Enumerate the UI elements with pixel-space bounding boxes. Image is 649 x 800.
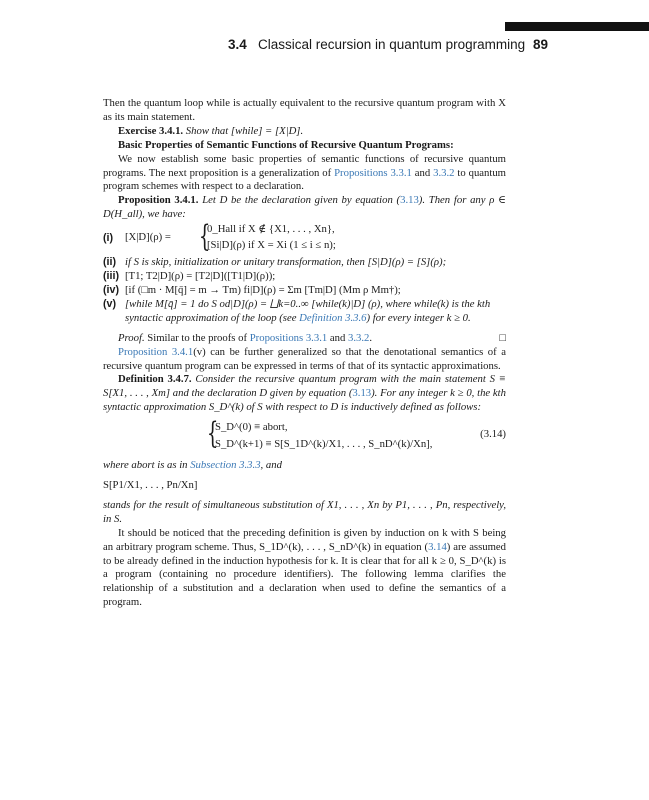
proof: Proof. Similar to the proofs of Propositions 3.3.1 and 3.3.2. □ xyxy=(118,331,506,344)
paragraph: Then the quantum loop while is actually equivalent to the recursive quantum program with X as its main statement. xyxy=(103,97,506,123)
paragraph: Proposition 3.4.1(v) can be further generalized so that the denotational semantics of a recursive quantum program can be expressed in terms of that of its syntactic approximations. xyxy=(103,345,506,372)
brace-icon: { xyxy=(198,219,211,255)
item-i: (i) [X|D](ρ) = { 0_Hall if X ∉ {X1, . . . , Xn}, [Si|D](ρ) if X = Xi (1 ≤ i ≤ n); xyxy=(103,219,336,255)
link-proposition[interactable]: 3.3.2 xyxy=(433,166,455,179)
item-iv: (iv) [if (□m · M[q̄] = m → Tm) fi|D](ρ) = Σm [Tm|D] (Mm ρ Mm†); xyxy=(103,283,401,296)
paragraph: where abort is as in Subsection 3.3.3, and xyxy=(103,459,282,472)
definition: Definition 3.4.7. Consider the recursive quantum program with the main statement S ≡ S[X1, . . . , Xm] and the declaration D given by equation (3.13). For any integer k ≥ 0, the kth syntactic approximation S_D^(k) of S with respect to D is inductively defined as follows: xyxy=(103,373,506,414)
link-propositions[interactable]: Propositions 3.3.1 xyxy=(249,331,328,344)
header-rule xyxy=(505,22,649,31)
proposition: Proposition 3.4.1. Let D be the declaration given by equation (3.13). Then for any ρ ∈ D(H_all), we have: xyxy=(103,194,507,221)
running-header xyxy=(0,37,649,57)
paragraph: It should be noticed that the preceding definition is given by induction on k with S being an arbitrary program scheme. Thus, S_1D^(k), . . . , S_nD^(k) in equation (3.14) are assumed to be already defined in the induction hypothesis for k. It is clear that for all k ≥ 0, S_D^(k) is a program (containing no procedure identifiers). The following lemma clarifies the relationship of a substitution and a declaration when used to define the semantics of a program. xyxy=(103,526,506,609)
substitution-formula: S[P1/X1, . . . , Pn/Xn] xyxy=(103,479,198,492)
display-equation: { S_D^(0) ≡ abort, S_D^(k+1) ≡ S[S_1D^(k)/X1, . . . , S_nD^(k)/Xn], (3.14) xyxy=(206,416,506,452)
section-title: Classical recursion in quantum programming xyxy=(258,37,526,52)
page-body xyxy=(103,97,506,610)
paragraph: stands for the result of simultaneous substitution of X1, . . . , Xn by P1, . . . , Pn, respectively, in S. xyxy=(103,498,506,525)
link-propositions[interactable]: Propositions 3.3.1 xyxy=(334,166,412,179)
link-subsection[interactable]: Subsection 3.3.3 xyxy=(190,459,261,472)
equation-number: (3.14) xyxy=(480,428,506,441)
page-number: 89 xyxy=(533,37,549,52)
brace-icon: { xyxy=(206,416,219,452)
link-equation[interactable]: 3.14 xyxy=(428,540,447,553)
link-proposition[interactable]: Proposition 3.4.1 xyxy=(118,345,194,358)
section-number: 3.4 xyxy=(228,37,247,52)
link-definition[interactable]: Definition 3.3.6 xyxy=(299,311,367,324)
link-equation[interactable]: 3.13 xyxy=(400,194,419,207)
section-heading: Basic Properties of Semantic Functions of Recursive Quantum Programs: xyxy=(118,138,454,151)
link-proposition[interactable]: 3.3.2 xyxy=(348,331,370,344)
paragraph: We now establish some basic properties of semantic functions of recursive quantum programs. The next proposition is a generalization of Propositions 3.3.1 and 3.3.2 to quantum program schemes with respect to a declaration. xyxy=(103,152,506,193)
item-iii: (iii) [T1; T2|D](ρ) = [T2|D]([T1|D](ρ)); xyxy=(103,270,276,283)
exercise: Exercise 3.4.1. Show that [while] = [X|D]. xyxy=(118,124,304,137)
link-equation[interactable]: 3.13 xyxy=(352,387,372,400)
item-ii: (ii) if S is skip, initialization or unitary transformation, then [S|D](ρ) = [S](ρ); xyxy=(103,256,447,269)
qed-icon: □ xyxy=(499,331,506,344)
item-v: (v) [while M[q̄] = 1 do S od|D](ρ) = ⨆k=0..∞ [while(k)|D] (ρ), where while(k) is the kth syntactic approximation of the loop (see Definition 3.3.6) for every integer k ≥ 0. xyxy=(103,297,491,324)
